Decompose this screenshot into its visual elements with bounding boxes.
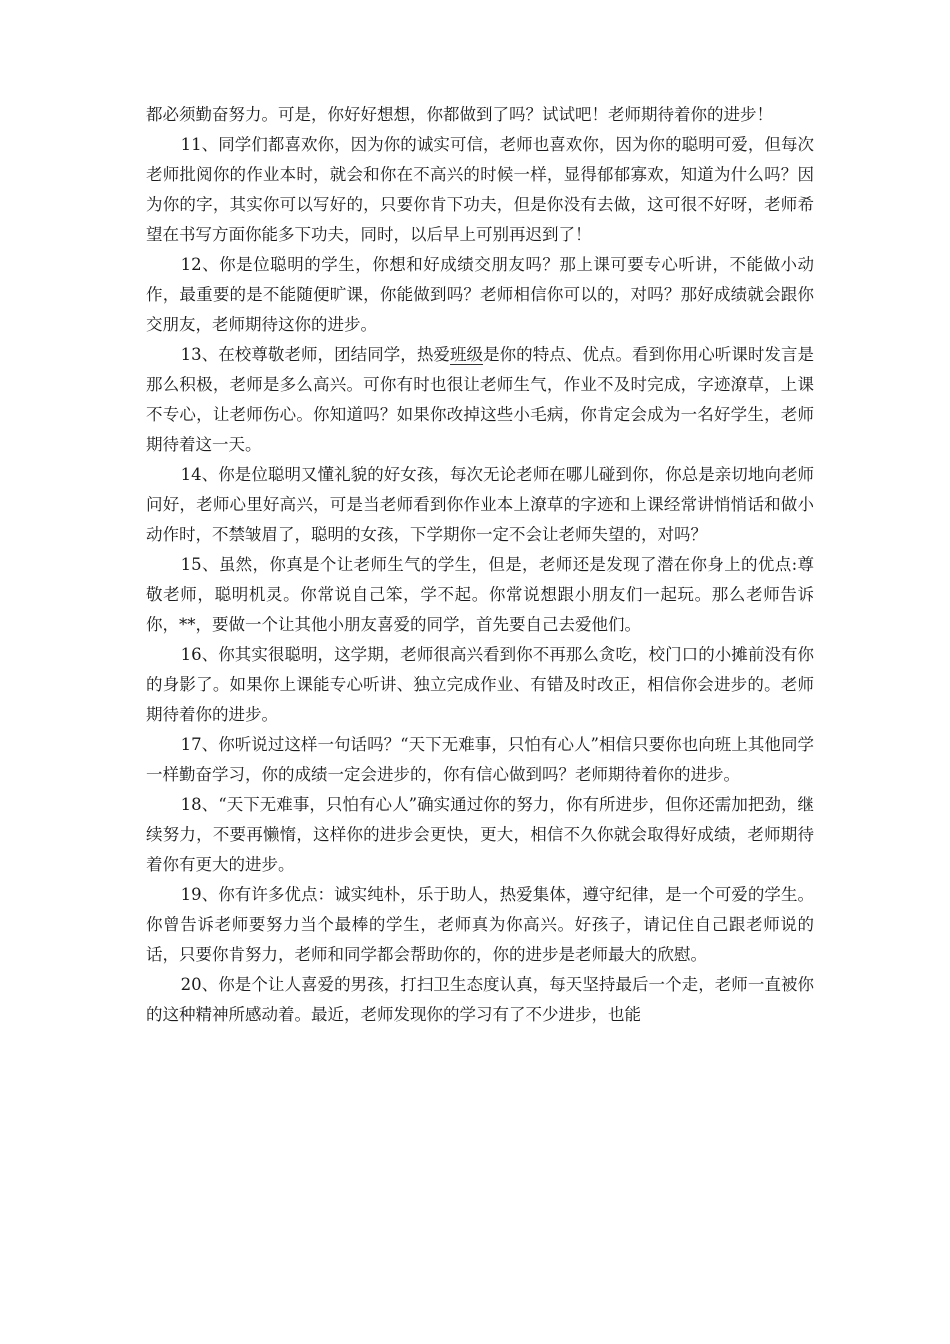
annotated-word: 班级 — [449, 345, 484, 364]
paragraph-10-ending: 都必须勤奋努力。可是，你好好想想，你都做到了吗？试试吧！老师期待着你的进步！ — [146, 105, 773, 124]
paragraph-15: 15、虽然，你真是个让老师生气的学生，但是，老师还是发现了潜在你身上的优点:尊敬老师，聪明机灵。你常说自己笨，学不起。你常说想跟小朋友们一起玩。那么老师告诉你，**，要做一个让其他小朋友喜爱的同学，首先要自己去爱他们。 — [146, 555, 814, 634]
paragraph-13 — [146, 340, 814, 460]
paragraph-13-text-after: 是你的特点、优点。看到你用心听课时发言是那么积极，老师是多么高兴。可你有时也很让老师生气，作业不及时完成，字迹潦草，上课不专心，让老师伤心。你知道吗？如果你改掉这些小毛病，你肯定会成为一名好学生，老师期待着这一天。 — [146, 345, 815, 454]
paragraph-16: 16、你其实很聪明，这学期，老师很高兴看到你不再那么贪吃，校门口的小摊前没有你的身影了。如果你上课能专心听讲、独立完成作业、有错及时改正，相信你会进步的。老师期待着你的进步。 — [146, 645, 814, 724]
paragraph-17: 17、你听说过这样一句话吗？“天下无难事，只怕有心人”相信只要你也向班上其他同学一样勤奋学习，你的成绩一定会进步的，你有信心做到吗？老师期待着你的进步。 — [146, 735, 814, 784]
paragraph-13-text-before: 13、在校尊敬老师，团结同学，热爱 — [180, 345, 450, 364]
paragraph-11: 11、同学们都喜欢你，因为你的诚实可信，老师也喜欢你，因为你的聪明可爱，但每次老师批阅你的作业本时，就会和你在不高兴的时候一样，显得郁郁寡欢，知道为什么吗？因为你的字，其实你可以写好的，只要你肯下功夫，但是你没有去做，这可很不好呀，老师希望在书写方面你能多下功夫，同时，以后早上可别再迟到了！ — [146, 135, 814, 244]
document-body — [146, 100, 814, 1030]
paragraph-19: 19、你有许多优点：诚实纯朴，乐于助人，热爱集体，遵守纪律，是一个可爱的学生。你曾告诉老师要努力当个最棒的学生，老师真为你高兴。好孩子，请记住自己跟老师说的话，只要你肯努力，老师和同学都会帮助你的，你的进步是老师最大的欣慰。 — [146, 885, 814, 964]
paragraph-20: 20、你是个让人喜爱的男孩，打扫卫生态度认真，每天坚持最后一个走，老师一直被你的这种精神所感动着。最近，老师发现你的学习有了不少进步，也能 — [146, 975, 814, 1024]
paragraph-14: 14、你是位聪明又懂礼貌的好女孩，每次无论老师在哪儿碰到你，你总是亲切地向老师问好，老师心里好高兴，可是当老师看到你作业本上潦草的字迹和上课经常讲悄悄话和做小动作时，不禁皱眉了，聪明的女孩，下学期你一定不会让老师失望的，对吗？ — [146, 465, 814, 544]
paragraph-12: 12、你是位聪明的学生，你想和好成绩交朋友吗？那上课可要专心听讲，不能做小动作，最重要的是不能随便旷课，你能做到吗？老师相信你可以的，对吗？那好成绩就会跟你交朋友，老师期待这你的进步。 — [146, 255, 814, 334]
paragraph-18: 18、“天下无难事，只怕有心人”确实通过你的努力，你有所进步，但你还需加把劲，继续努力，不要再懒惰，这样你的进步会更快，更大，相信不久你就会取得好成绩，老师期待着你有更大的进步。 — [146, 795, 814, 874]
